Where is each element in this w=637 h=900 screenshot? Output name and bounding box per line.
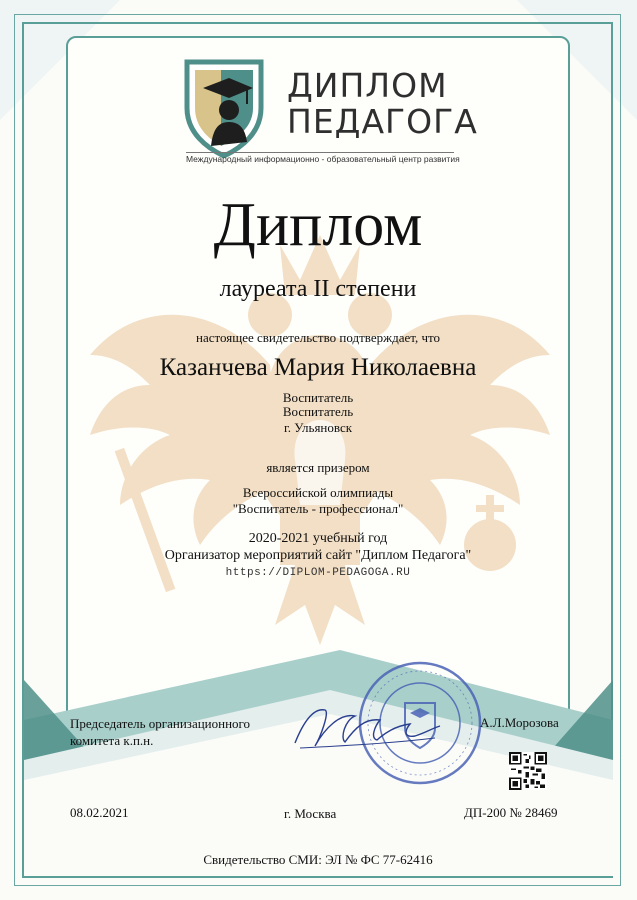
logo-line-1: ДИПЛОМ xyxy=(287,66,448,105)
issue-date: 08.02.2021 xyxy=(70,805,129,820)
issue-city: г. Москва xyxy=(284,806,337,821)
document-number: ДП-200 № 28469 xyxy=(464,805,558,820)
signer-name: А.Л.Морозова xyxy=(480,715,559,730)
logo-subtitle: Международный информационно - образовательный центр развития xyxy=(186,154,460,164)
media-registration: Свидетельство СМИ: ЭЛ № ФС 77-62416 xyxy=(203,852,433,867)
recipient-city: г. Ульяновск xyxy=(283,420,353,435)
recipient-position-2: Воспитатель xyxy=(282,404,354,419)
chairman-line-2: комитета к.п.н. xyxy=(70,733,154,748)
signature xyxy=(285,698,445,758)
logo-wordmark xyxy=(287,68,478,140)
confirm-text: настоящее свидетельство подтверждает, что xyxy=(195,330,440,345)
diploma-degree: лауреата II степени xyxy=(219,276,417,302)
academic-year: 2020-2021 учебный год xyxy=(248,531,388,546)
organizer-text: Организатор мероприятий сайт "Диплом Педагога" xyxy=(164,548,472,563)
recipient-position-1: Воспитатель xyxy=(282,390,354,405)
graduate-shield-icon xyxy=(183,58,265,158)
diploma-title: Диплом xyxy=(213,191,423,259)
chairman-line-1: Председатель организационного xyxy=(70,716,251,731)
qr-code-icon xyxy=(509,752,547,790)
logo-divider xyxy=(186,152,454,153)
recipient-name: Казанчева Мария Николаевна xyxy=(159,354,477,381)
olympiad-title-line-1: Всероссийской олимпиады xyxy=(242,485,394,500)
chairman-title xyxy=(70,715,250,749)
logo-line-2: ПЕДАГОГА xyxy=(287,102,478,141)
olympiad-title-line-2: "Воспитатель - профессионал" xyxy=(232,501,404,516)
website-url: https://DIPLOM-PEDAGOGA.RU xyxy=(225,567,411,579)
prize-text: является призером xyxy=(266,460,370,475)
